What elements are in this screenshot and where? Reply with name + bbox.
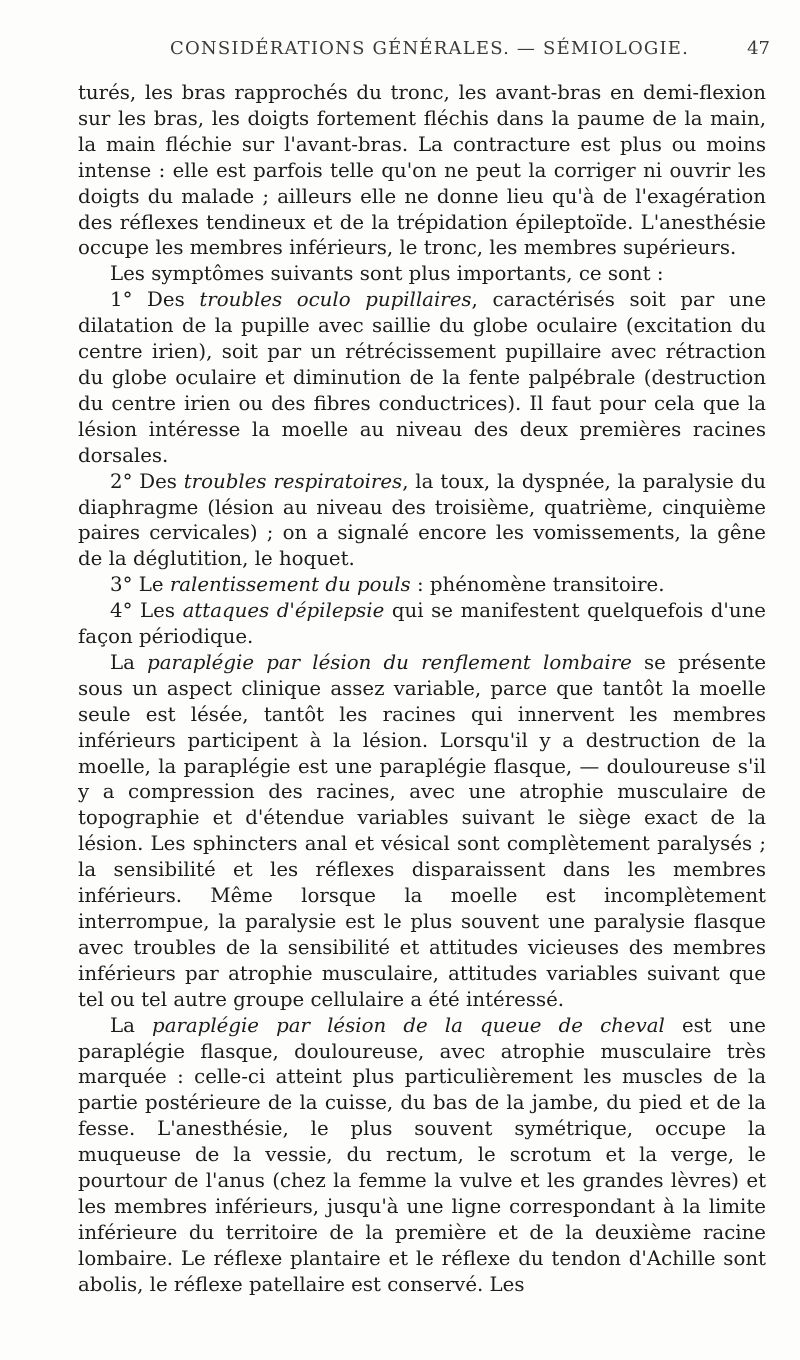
paragraph-lumbar-enlargement	[78, 650, 766, 1013]
paragraph-pulse	[78, 572, 766, 598]
text-segment: 2° Des	[110, 469, 184, 493]
italic-term: paraplégie par lésion de la queue de cheval	[152, 1013, 665, 1037]
text-segment: turés, les bras rapprochés du tronc, les avant-bras en demi-flexion sur les bras, les doigts fortement fléchis dans la paume de la main, la main fléchie sur l'avant-bras. La contracture est plus ou moins intense : elle est parfois telle qu'on ne peut la corriger ni ouvrir les doigts du malade ; ailleurs elle ne donne lieu qu'à de l'exagération des réflexes tendineux et de la trépidation épileptoïde. L'anesthésie occupe les membres inférieurs, le tronc, les membres supérieurs.	[78, 81, 766, 260]
text-segment: Les symptômes suivants sont plus importants, ce sont :	[110, 262, 664, 286]
text-segment: : phénomène transitoire.	[410, 573, 665, 597]
paragraph-oculo-pupillary	[78, 287, 766, 468]
page-number: 47	[747, 38, 770, 59]
text-segment: 3° Le	[110, 573, 170, 597]
paragraph-cauda-equina	[78, 1013, 766, 1298]
text-segment: La	[110, 650, 148, 674]
text-segment: , caractérisés soit par une dilatation de la pupille avec saillie du globe oculaire (excitation du centre irien), soit par un rétrécissement pupillaire avec rétraction du globe oculaire et diminution de la fente palpébrale (destruction du centre irien ou des fibres conductrices). Il faut pour cela que la lésion intéresse la moelle au niveau des deux premières racines dorsales.	[78, 288, 767, 467]
paragraph-respiratory	[78, 469, 766, 573]
text-segment: , la toux, la dyspnée, la paralysie du diaphragme (lésion au niveau des troisième, quatrième, cinquième paires cervicales) ; on a signalé encore les vomissements, la gêne de la déglutition, le hoquet.	[78, 469, 766, 571]
paragraph-epilepsy	[78, 598, 766, 650]
text-segment: est une paraplégie flasque, douloureuse, avec atrophie musculaire très marquée : celle-ci atteint plus particulièrement les muscles de la partie postérieure de la cuisse, du bas de la jambe, du pied et de la fesse. L'anesthésie, le plus souvent symétrique, occupe la muqueuse de la vessie, du rectum, le scrotum et la verge, le pourtour de l'anus (chez la femme la vulve et les grandes lèvres) et les membres inférieurs, jusqu'à une ligne correspondant à la limite inférieure du territoire de la première et de la deuxième racine lombaire. Le réflexe plantaire et le réflexe du tendon d'Achille sont abolis, le réflexe patellaire est conservé. Les	[78, 1013, 766, 1296]
italic-term: attaques d'épilepsie	[182, 599, 385, 623]
italic-term: troubles oculo pupillaires	[199, 288, 472, 312]
text-segment: La	[110, 1013, 153, 1037]
body-text	[78, 80, 766, 1298]
running-title: CONSIDÉRATIONS GÉNÉRALES. — SÉMIOLOGIE.	[170, 38, 690, 59]
italic-term: paraplégie par lésion du renflement lombaire	[147, 650, 632, 674]
text-segment: 1° Des	[110, 288, 200, 312]
italic-term: ralentissement du pouls	[169, 573, 411, 597]
running-head	[78, 38, 778, 68]
text-segment: qui se manifestent quelquefois d'une façon périodique.	[78, 599, 766, 649]
text-segment: se présente sous un aspect clinique assez variable, parce que tantôt la moelle seule est lésée, tantôt les racines qui innervent les membres inférieurs participent à la lésion. Lorsqu'il y a destruction de la moelle, la paraplégie est une paraplégie flasque, — douloureuse s'il y a compression des racines, avec une atrophie musculaire de topographie et d'étendue variables suivant le siège exact de la lésion. Les sphincters anal et vésical sont complètement paralysés ; la sensibilité et les réflexes disparaissent dans les membres inférieurs. Même lorsque la moelle est incomplètement interrompue, la paralysie est le plus souvent une paralysie flasque avec troubles de la sensibilité et attitudes vicieuses des membres inférieurs par atrophie musculaire, attitudes variables suivant que tel ou tel autre groupe cellulaire a été intéressé.	[78, 650, 767, 1011]
paragraph-symptoms-intro	[78, 261, 766, 287]
italic-term: troubles respiratoires	[183, 469, 403, 493]
text-segment: 4° Les	[110, 599, 183, 623]
paragraph-continuation	[78, 80, 766, 261]
